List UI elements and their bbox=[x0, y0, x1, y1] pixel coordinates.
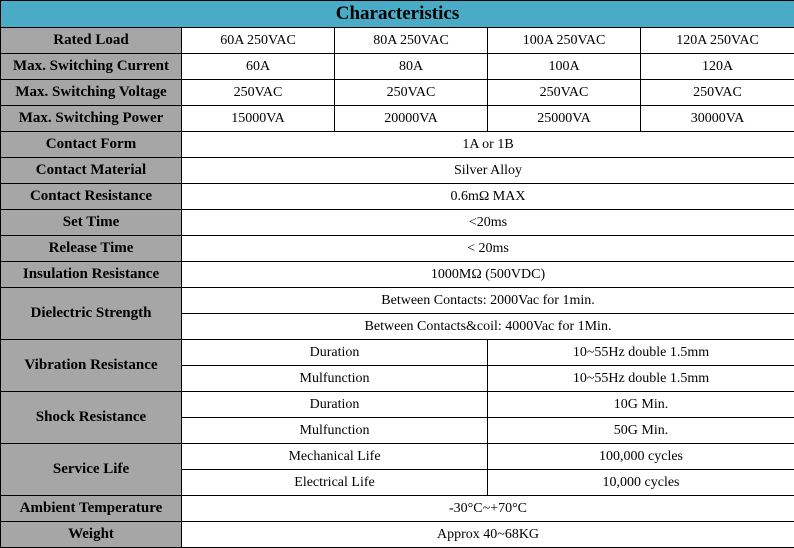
max-switching-power-value-3: 25000VA bbox=[488, 106, 641, 132]
ambient-temperature-value: -30°C~+70°C bbox=[182, 496, 794, 522]
vibration-resistance-sub-label-duration: Duration bbox=[182, 340, 488, 366]
set-time-value: <20ms bbox=[182, 210, 794, 236]
dielectric-strength-value-2: Between Contacts&coil: 4000Vac for 1Min. bbox=[182, 314, 794, 340]
dielectric-strength-value-1: Between Contacts: 2000Vac for 1min. bbox=[182, 288, 794, 314]
label-insulation-resistance: Insulation Resistance bbox=[1, 262, 182, 288]
rated-load-value-3: 100A 250VAC bbox=[488, 28, 641, 54]
row-rated-load bbox=[1, 28, 794, 54]
weight-value: Approx 40~68KG bbox=[182, 522, 794, 548]
contact-material-value: Silver Alloy bbox=[182, 158, 794, 184]
label-max-switching-current: Max. Switching Current bbox=[1, 54, 182, 80]
rated-load-value-2: 80A 250VAC bbox=[335, 28, 488, 54]
service-life-sub-label-electrical-life: Electrical Life bbox=[182, 470, 488, 496]
max-switching-current-value-4: 120A bbox=[641, 54, 794, 80]
max-switching-current-value-2: 80A bbox=[335, 54, 488, 80]
label-dielectric-strength: Dielectric Strength bbox=[1, 288, 182, 340]
max-switching-voltage-value-1: 250VAC bbox=[182, 80, 335, 106]
shock-resistance-sub-label-mulfunction: Mulfunction bbox=[182, 418, 488, 444]
vibration-resistance-duration-value: 10~55Hz double 1.5mm bbox=[488, 340, 794, 366]
row-contact-form bbox=[1, 132, 794, 158]
row-max-switching-power bbox=[1, 106, 794, 132]
row-ambient-temperature bbox=[1, 496, 794, 522]
label-contact-material: Contact Material bbox=[1, 158, 182, 184]
row-dielectric-strength-1 bbox=[1, 288, 794, 314]
row-weight bbox=[1, 522, 794, 548]
service-life-electrical-life-value: 10,000 cycles bbox=[488, 470, 794, 496]
max-switching-voltage-value-4: 250VAC bbox=[641, 80, 794, 106]
rated-load-value-1: 60A 250VAC bbox=[182, 28, 335, 54]
service-life-mechanical-life-value: 100,000 cycles bbox=[488, 444, 794, 470]
row-contact-resistance bbox=[1, 184, 794, 210]
shock-resistance-mulfunction-value: 50G Min. bbox=[488, 418, 794, 444]
label-shock-resistance: Shock Resistance bbox=[1, 392, 182, 444]
label-release-time: Release Time bbox=[1, 236, 182, 262]
label-weight: Weight bbox=[1, 522, 182, 548]
vibration-resistance-sub-label-mulfunction: Mulfunction bbox=[182, 366, 488, 392]
shock-resistance-duration-value: 10G Min. bbox=[488, 392, 794, 418]
label-set-time: Set Time bbox=[1, 210, 182, 236]
label-max-switching-power: Max. Switching Power bbox=[1, 106, 182, 132]
row-service-life-1 bbox=[1, 444, 794, 470]
label-contact-form: Contact Form bbox=[1, 132, 182, 158]
service-life-sub-label-mechanical-life: Mechanical Life bbox=[182, 444, 488, 470]
row-set-time bbox=[1, 210, 794, 236]
row-max-switching-voltage bbox=[1, 80, 794, 106]
max-switching-voltage-value-2: 250VAC bbox=[335, 80, 488, 106]
max-switching-voltage-value-3: 250VAC bbox=[488, 80, 641, 106]
label-rated-load: Rated Load bbox=[1, 28, 182, 54]
label-max-switching-voltage: Max. Switching Voltage bbox=[1, 80, 182, 106]
rated-load-value-4: 120A 250VAC bbox=[641, 28, 794, 54]
max-switching-current-value-1: 60A bbox=[182, 54, 335, 80]
table-title: Characteristics bbox=[1, 1, 794, 28]
row-contact-material bbox=[1, 158, 794, 184]
label-contact-resistance: Contact Resistance bbox=[1, 184, 182, 210]
contact-resistance-value: 0.6mΩ MAX bbox=[182, 184, 794, 210]
label-service-life: Service Life bbox=[1, 444, 182, 496]
label-vibration-resistance: Vibration Resistance bbox=[1, 340, 182, 392]
insulation-resistance-value: 1000MΩ (500VDC) bbox=[182, 262, 794, 288]
table-body bbox=[1, 28, 794, 548]
row-release-time bbox=[1, 236, 794, 262]
max-switching-power-value-4: 30000VA bbox=[641, 106, 794, 132]
shock-resistance-sub-label-duration: Duration bbox=[182, 392, 488, 418]
contact-form-value: 1A or 1B bbox=[182, 132, 794, 158]
table-header-row bbox=[1, 1, 794, 28]
max-switching-power-value-2: 20000VA bbox=[335, 106, 488, 132]
label-ambient-temperature: Ambient Temperature bbox=[1, 496, 182, 522]
row-max-switching-current bbox=[1, 54, 794, 80]
vibration-resistance-mulfunction-value: 10~55Hz double 1.5mm bbox=[488, 366, 794, 392]
row-shock-resistance-1 bbox=[1, 392, 794, 418]
row-insulation-resistance bbox=[1, 262, 794, 288]
max-switching-current-value-3: 100A bbox=[488, 54, 641, 80]
max-switching-power-value-1: 15000VA bbox=[182, 106, 335, 132]
release-time-value: < 20ms bbox=[182, 236, 794, 262]
row-vibration-resistance-1 bbox=[1, 340, 794, 366]
